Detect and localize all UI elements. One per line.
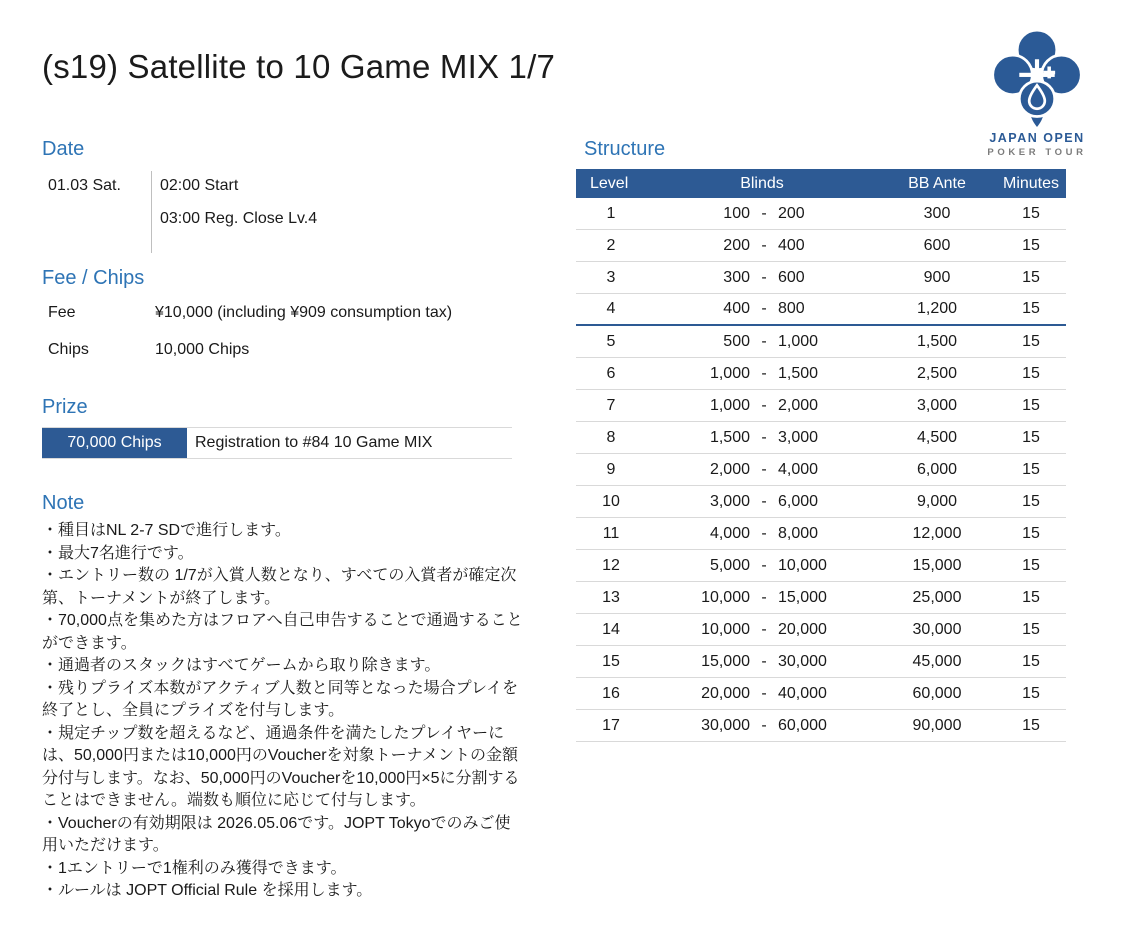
prize-row bbox=[42, 428, 512, 458]
structure-table-row bbox=[576, 390, 1066, 422]
cell-level: 11 bbox=[602, 524, 620, 542]
cell-minutes: 15 bbox=[1022, 332, 1040, 350]
structure-table-row bbox=[576, 582, 1066, 614]
blinds-dash: - bbox=[761, 428, 767, 446]
cell-minutes: 15 bbox=[1022, 492, 1040, 510]
cell-big-blind: 20,000 bbox=[778, 620, 827, 638]
blinds-dash: - bbox=[761, 332, 767, 350]
cell-bb-ante: 600 bbox=[923, 236, 951, 254]
date-times bbox=[151, 171, 317, 253]
cell-blinds bbox=[646, 685, 878, 703]
note-list bbox=[42, 520, 524, 903]
cell-small-blind: 3,000 bbox=[709, 492, 750, 510]
cell-minutes: 15 bbox=[1022, 460, 1040, 478]
cell-big-blind: 15,000 bbox=[778, 588, 827, 606]
blinds-dash: - bbox=[761, 236, 767, 254]
cell-bb-ante: 45,000 bbox=[912, 652, 962, 670]
cell-blinds bbox=[646, 365, 878, 383]
structure-table bbox=[576, 169, 1066, 742]
cell-small-blind: 30,000 bbox=[701, 716, 750, 734]
cell-minutes: 15 bbox=[1022, 684, 1040, 702]
note-item: ・70,000点を集めた方はフロアへ自己申告することで通過することができます。 bbox=[42, 612, 523, 652]
structure-heading: Structure bbox=[584, 138, 666, 160]
structure-table-row bbox=[576, 646, 1066, 678]
cell-blinds bbox=[646, 205, 878, 223]
fee-chips-value: 10,000 Chips bbox=[155, 341, 250, 358]
cell-blinds bbox=[646, 461, 878, 479]
cell-minutes: 15 bbox=[1022, 428, 1040, 446]
structure-table-row bbox=[576, 294, 1066, 326]
cell-big-blind: 1,500 bbox=[778, 364, 819, 382]
cell-minutes: 15 bbox=[1022, 620, 1040, 638]
cell-small-blind: 400 bbox=[723, 300, 750, 317]
blinds-dash: - bbox=[761, 588, 767, 606]
cell-level: 4 bbox=[606, 300, 616, 317]
blinds-dash: - bbox=[761, 204, 767, 222]
cell-blinds bbox=[646, 621, 878, 639]
cell-bb-ante: 90,000 bbox=[912, 716, 962, 734]
blinds-dash: - bbox=[761, 620, 767, 638]
cell-level: 5 bbox=[606, 332, 616, 350]
structure-table-row bbox=[576, 422, 1066, 454]
fee-chips-heading: Fee / Chips bbox=[42, 267, 145, 289]
blinds-dash: - bbox=[761, 524, 767, 542]
cell-small-blind: 1,000 bbox=[709, 396, 750, 414]
cell-level: 17 bbox=[602, 716, 620, 734]
cell-bb-ante: 12,000 bbox=[912, 524, 962, 542]
cell-small-blind: 4,000 bbox=[709, 524, 750, 542]
note-item: ・Voucherの有効期限は 2026.05.06です。JOPT Tokyoでのみご使用いただけます。 bbox=[42, 814, 511, 854]
column-header-minutes: Minutes bbox=[1002, 174, 1060, 192]
cell-bb-ante: 9,000 bbox=[916, 492, 958, 510]
cell-big-blind: 10,000 bbox=[778, 556, 827, 574]
cell-bb-ante: 1,500 bbox=[916, 332, 958, 350]
cell-level: 15 bbox=[602, 652, 620, 670]
cell-bb-ante: 1,200 bbox=[916, 300, 958, 317]
blinds-dash: - bbox=[761, 652, 767, 670]
cell-small-blind: 15,000 bbox=[701, 652, 750, 670]
logo-text-poker-tour: POKER TOUR bbox=[987, 147, 1087, 158]
column-header-blinds: Blinds bbox=[740, 174, 784, 192]
cell-bb-ante: 30,000 bbox=[912, 620, 962, 638]
cell-blinds bbox=[646, 589, 878, 607]
cell-small-blind: 100 bbox=[723, 204, 750, 222]
cell-blinds bbox=[646, 525, 878, 543]
note-item: ・最大7名進行です。 bbox=[42, 544, 194, 562]
cell-level: 14 bbox=[602, 620, 620, 638]
cell-level: 16 bbox=[602, 684, 620, 702]
cell-minutes: 15 bbox=[1022, 236, 1040, 254]
cell-blinds bbox=[646, 653, 878, 671]
date-time-entry: 03:00 Reg. Close Lv.4 bbox=[160, 210, 318, 227]
date-heading: Date bbox=[42, 138, 85, 160]
blinds-dash: - bbox=[761, 684, 767, 702]
cell-big-blind: 6,000 bbox=[778, 492, 819, 510]
cell-small-blind: 1,500 bbox=[709, 428, 750, 446]
cell-level: 7 bbox=[606, 396, 616, 414]
blinds-dash: - bbox=[761, 300, 767, 317]
cell-bb-ante: 15,000 bbox=[912, 556, 962, 574]
blinds-dash: - bbox=[761, 716, 767, 734]
column-header-bb-ante: BB Ante bbox=[908, 174, 966, 192]
structure-table-row bbox=[576, 358, 1066, 390]
cell-minutes: 15 bbox=[1022, 524, 1040, 542]
cell-level: 3 bbox=[606, 268, 616, 286]
structure-table-row bbox=[576, 550, 1066, 582]
cell-blinds bbox=[646, 269, 878, 287]
fee-chips-label: Fee bbox=[48, 304, 76, 321]
cell-minutes: 15 bbox=[1022, 652, 1040, 670]
prize-amount-badge: 70,000 Chips bbox=[42, 428, 187, 458]
cell-level: 1 bbox=[606, 204, 616, 222]
cell-big-blind: 2,000 bbox=[778, 396, 819, 414]
cell-small-blind: 10,000 bbox=[701, 588, 750, 606]
structure-table-row bbox=[576, 454, 1066, 486]
cell-level: 2 bbox=[606, 236, 616, 254]
cell-blinds bbox=[646, 493, 878, 511]
structure-table-row bbox=[576, 262, 1066, 294]
cell-bb-ante: 2,500 bbox=[916, 364, 958, 382]
cell-big-blind: 8,000 bbox=[778, 524, 819, 542]
fee-chips-label: Chips bbox=[48, 341, 89, 358]
cell-big-blind: 40,000 bbox=[778, 684, 827, 702]
cell-bb-ante: 6,000 bbox=[916, 460, 958, 478]
structure-table-row bbox=[576, 518, 1066, 550]
structure-table-row bbox=[576, 326, 1066, 358]
date-section bbox=[42, 138, 522, 253]
cell-level: 12 bbox=[602, 556, 620, 574]
cell-bb-ante: 25,000 bbox=[912, 588, 962, 606]
cell-small-blind: 200 bbox=[723, 236, 750, 254]
cell-minutes: 15 bbox=[1022, 300, 1040, 317]
cell-big-blind: 1,000 bbox=[778, 332, 819, 350]
cell-big-blind: 3,000 bbox=[778, 428, 819, 446]
blinds-dash: - bbox=[761, 556, 767, 574]
note-item: ・残りプライズ本数がアクティブ人数と同等となった場合プレイを終了とし、全員にプライズを付与します。 bbox=[42, 679, 519, 719]
cell-small-blind: 1,000 bbox=[709, 364, 750, 382]
cell-bb-ante: 4,500 bbox=[916, 428, 958, 446]
cell-bb-ante: 60,000 bbox=[912, 684, 962, 702]
blinds-dash: - bbox=[761, 460, 767, 478]
cell-big-blind: 800 bbox=[778, 300, 805, 317]
blinds-dash: - bbox=[761, 364, 767, 382]
prize-section bbox=[42, 396, 512, 459]
blinds-dash: - bbox=[761, 396, 767, 414]
cell-small-blind: 2,000 bbox=[709, 460, 750, 478]
structure-table-row bbox=[576, 678, 1066, 710]
note-item: ・エントリー数の 1/7が入賞人数となり、すべての入賞者が確定次第、トーナメントが終了します。 bbox=[42, 567, 517, 607]
prize-table bbox=[42, 427, 512, 459]
cell-small-blind: 20,000 bbox=[701, 684, 750, 702]
cell-big-blind: 60,000 bbox=[778, 716, 827, 734]
cell-level: 13 bbox=[602, 588, 620, 606]
cell-minutes: 15 bbox=[1022, 364, 1040, 382]
cell-small-blind: 10,000 bbox=[701, 620, 750, 638]
structure-table-row bbox=[576, 198, 1066, 230]
note-item: ・1エントリーで1権利のみ獲得できます。 bbox=[42, 859, 347, 877]
structure-table-row bbox=[576, 614, 1066, 646]
structure-table-header bbox=[576, 169, 1066, 198]
cell-bb-ante: 3,000 bbox=[916, 396, 958, 414]
note-item: ・規定チップ数を超えるなど、通過条件を満たしたプレイヤーには、50,000円または10,000円のVoucherを対象トーナメントの金額分付与します。なお、50,000円のVoucherを10,000円×5に分割することはできません。端数も順位に応じて付与します。 bbox=[42, 724, 520, 809]
cell-minutes: 15 bbox=[1022, 204, 1040, 222]
cell-level: 6 bbox=[606, 364, 616, 382]
cell-level: 9 bbox=[606, 460, 616, 478]
page-title: (s19) Satellite to 10 Game MIX 1/7 bbox=[42, 48, 556, 85]
cell-blinds bbox=[646, 300, 878, 318]
column-header-level: Level bbox=[590, 174, 629, 192]
blinds-dash: - bbox=[761, 492, 767, 510]
structure-table-body bbox=[576, 198, 1066, 742]
fee-chips-rows bbox=[42, 304, 522, 359]
note-item: ・ルールは JOPT Official Rule を採用します。 bbox=[42, 882, 373, 899]
fee-chips-value: ¥10,000 (including ¥909 consumption tax) bbox=[155, 304, 453, 321]
structure-table-row bbox=[576, 230, 1066, 262]
cell-bb-ante: 900 bbox=[923, 268, 951, 286]
blinds-dash: - bbox=[761, 268, 767, 286]
date-time-entry: 02:00 Start bbox=[160, 177, 239, 194]
cell-big-blind: 400 bbox=[778, 236, 805, 254]
prize-description: Registration to #84 10 Game MIX bbox=[195, 434, 433, 451]
fee-chips-section bbox=[42, 267, 522, 378]
cell-blinds bbox=[646, 333, 878, 351]
cell-blinds bbox=[646, 397, 878, 415]
note-item: ・種目はNL 2-7 SDで進行します。 bbox=[42, 522, 291, 539]
logo-text-japan-open: JAPAN OPEN bbox=[989, 131, 1085, 145]
structure-section bbox=[576, 138, 1066, 742]
structure-table-row bbox=[576, 710, 1066, 742]
cell-bb-ante: 300 bbox=[923, 204, 951, 222]
cell-minutes: 15 bbox=[1022, 716, 1040, 734]
note-section bbox=[42, 492, 524, 903]
cell-big-blind: 600 bbox=[778, 268, 805, 286]
cell-blinds bbox=[646, 237, 878, 255]
cell-minutes: 15 bbox=[1022, 556, 1040, 574]
cell-level: 8 bbox=[606, 428, 616, 446]
cell-minutes: 15 bbox=[1022, 588, 1040, 606]
cell-small-blind: 500 bbox=[723, 332, 750, 350]
cell-minutes: 15 bbox=[1022, 268, 1040, 286]
cell-small-blind: 5,000 bbox=[709, 556, 750, 574]
date-value: 01.03 Sat. bbox=[48, 177, 121, 194]
cell-blinds bbox=[646, 717, 878, 735]
cell-blinds bbox=[646, 557, 878, 575]
cell-blinds bbox=[646, 429, 878, 447]
cell-level: 10 bbox=[602, 492, 620, 510]
cell-big-blind: 200 bbox=[778, 204, 805, 222]
note-item: ・通過者のスタックはすべてゲームから取り除きます。 bbox=[42, 657, 441, 674]
prize-heading: Prize bbox=[42, 396, 88, 418]
cell-big-blind: 4,000 bbox=[778, 460, 819, 478]
cell-big-blind: 30,000 bbox=[778, 652, 827, 670]
cell-minutes: 15 bbox=[1022, 396, 1040, 414]
note-heading: Note bbox=[42, 492, 85, 514]
fee-chips-row bbox=[42, 341, 522, 359]
structure-table-row bbox=[576, 486, 1066, 518]
fee-chips-row bbox=[42, 304, 522, 322]
cell-small-blind: 300 bbox=[723, 268, 750, 286]
clover-club-icon bbox=[989, 28, 1085, 128]
